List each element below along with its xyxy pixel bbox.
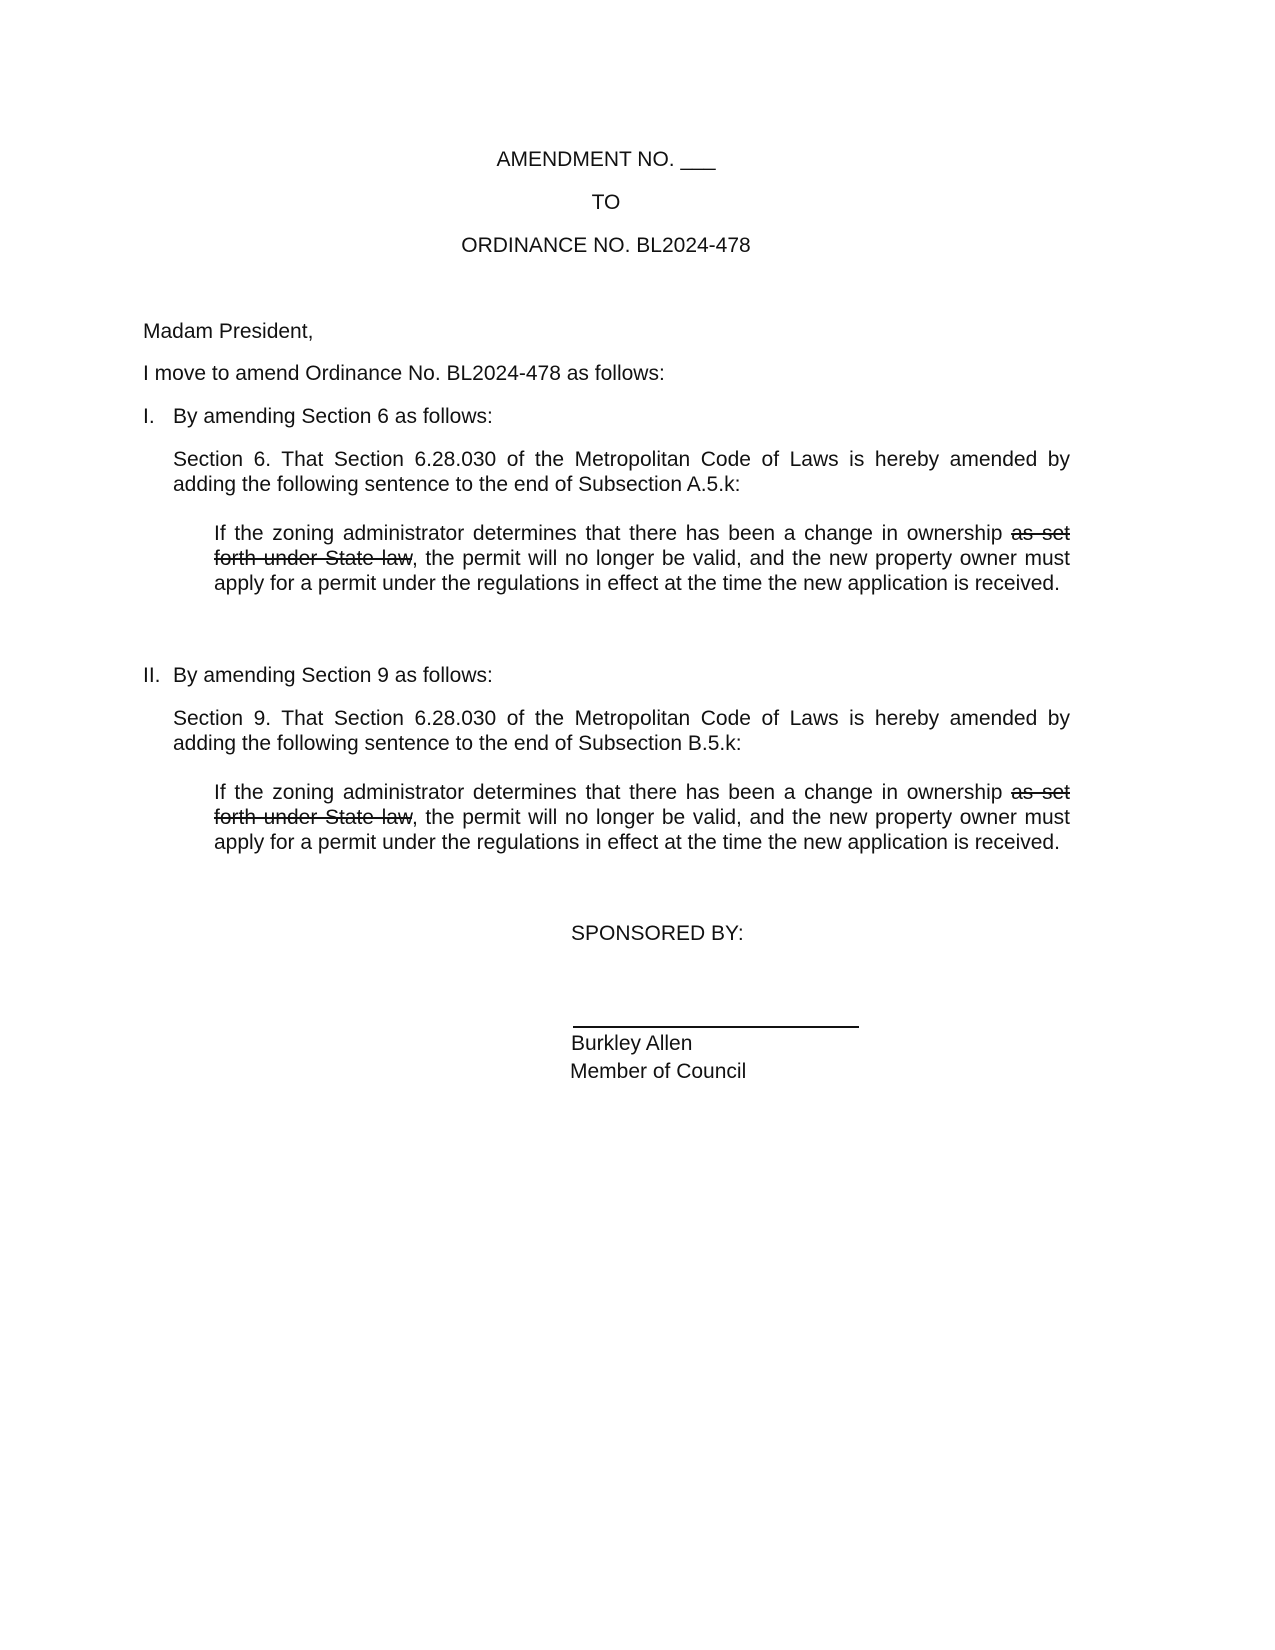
section-text: Section 6. That Section 6.28.030 of the Metropolitan Code of Laws is hereby amended by adding the following sentence to the end of Subsection A.5.k: (173, 448, 1070, 496)
quote-after: , the permit will no longer be valid, and the new property owner must apply for a permit under the regulations in effect at the time the new application is received. (214, 547, 1071, 595)
salutation: Madam President, (143, 320, 314, 343)
struck-text: as set forth under State law (214, 522, 1070, 570)
amendment-quote (214, 780, 1070, 855)
quote-after: , the permit will no longer be valid, and the new property owner must apply for a permit under the regulations in effect at the time the new application is received. (214, 806, 1071, 854)
item-numeral: I. (143, 405, 155, 428)
item-heading: By amending Section 6 as follows: (173, 405, 493, 428)
ordinance-number: ORDINANCE NO. BL2024-478 (461, 234, 751, 257)
sponsor-title: Member of Council (570, 1060, 747, 1083)
header-to: TO (591, 191, 621, 214)
signature-line (573, 1026, 859, 1028)
item-heading: By amending Section 9 as follows: (173, 664, 493, 687)
amendment-quote (214, 521, 1070, 596)
amendment-number: AMENDMENT NO. ___ (496, 148, 716, 171)
sponsored-by-label: SPONSORED BY: (571, 922, 744, 945)
quote-before: If the zoning administrator determines that there has been a change in ownership (214, 522, 1012, 545)
motion-text: I move to amend Ordinance No. BL2024-478 as follows: (143, 362, 665, 385)
quote-before: If the zoning administrator determines that there has been a change in ownership (214, 781, 1012, 804)
item-numeral: II. (143, 664, 161, 687)
section-text: Section 9. That Section 6.28.030 of the Metropolitan Code of Laws is hereby amended by adding the following sentence to the end of Subsection B.5.k: (173, 707, 1070, 755)
sponsor-name: Burkley Allen (571, 1032, 693, 1055)
struck-text: as set forth under State law (214, 781, 1070, 829)
